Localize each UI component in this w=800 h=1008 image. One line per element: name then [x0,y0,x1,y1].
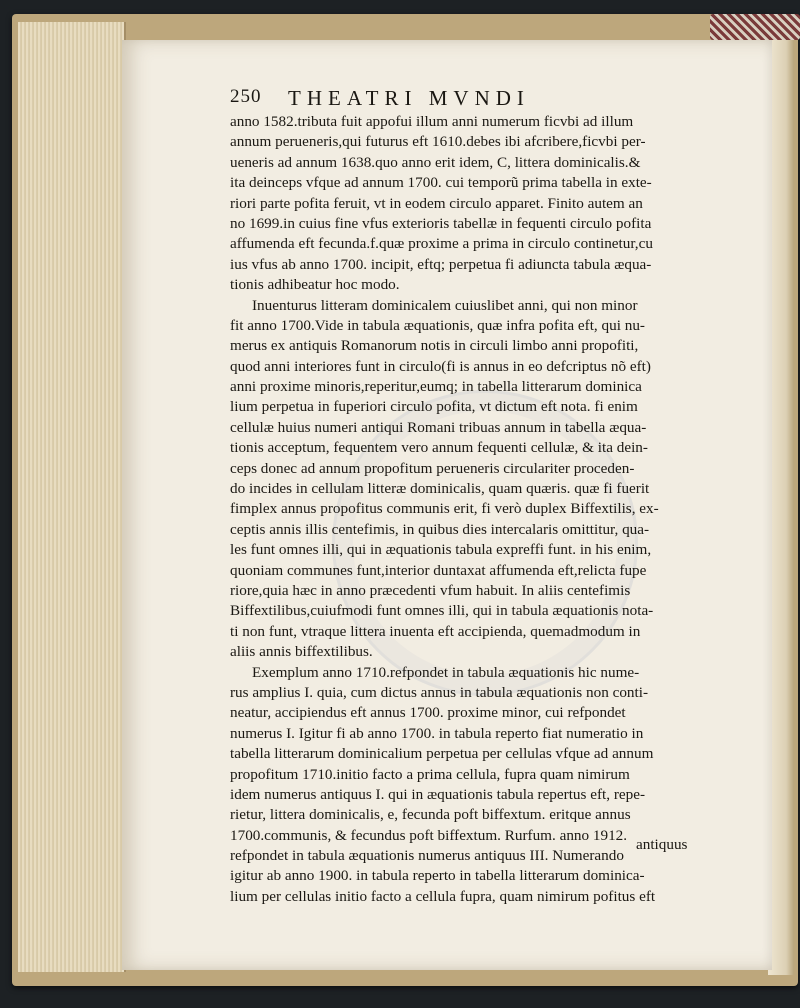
text-line: tabella litterarum dominicalium perpetua per cellulas vfque ad annum [230,745,654,763]
running-header [230,86,710,112]
text-line: fimplex annus propofitus communis erit, fi verò duplex Biffextilis, ex- [230,500,659,518]
text-line: quod anni interiores funt in circulo(fi is annus in eo defcriptus nõ eft) [230,357,651,375]
text-line: propofitum 1710.initio facto a prima cellula, fupra quam nimirum [230,765,630,783]
text-line: ti non funt, vtraque littera inuenta eft accipienda, quemadmodum in [230,622,641,640]
text-line: numerus I. Igitur fi ab anno 1700. in tabula reperto fiat numeratio in [230,724,644,742]
text-line: Inuenturus litteram dominicalem cuiuslibet anni, qui non minor [252,296,638,314]
running-title: THEATRI MVNDI [288,86,530,110]
text-line: les funt omnes illi, qui in æquationis tabula expreffi funt. in his enim, [230,541,652,559]
text-line: refpondet in tabula æquationis numerus antiquus III. Numerando [230,847,624,865]
text-line: 1700.communis, & fecundus poft biffextum. Rurfum. anno 1912. [230,826,628,844]
text-line: riore,quia hæc in anno præcedenti vfum habuit. In aliis centefimis [230,581,631,599]
text-line: anno 1582.tributa fuit appofui illum anni numerum ficvbi ad illum [230,113,634,130]
text-line: affumenda eft fecunda.f.quæ proxime a prima in circulo continetur,cu [230,235,653,253]
text-line: lium perpetua in fuperiori circulo pofita, vt dictum eft nota. fi enim [230,398,638,416]
page-edges [18,22,126,972]
text-line: ueneris ad annum 1638.quo anno erit idem, C, littera dominicalis.& [230,153,641,171]
text-line: igitur ab anno 1900. in tabula reperto in tabella litterarum dominica- [230,867,645,885]
text-line: merus ex antiquis Romanorum notis in circuli limbo anni propofiti, [230,337,639,355]
body-text [230,112,718,907]
text-line: annum perueneris,qui futurus eft 1610.debes ibi afcribere,ficvbi per- [230,133,646,151]
text-line: Biffextilibus,cuiufmodi funt omnes illi, qui in tabula æquationis nota- [230,602,654,620]
text-line: tionis acceptum, fequentem vero annum fequenti cellulæ, & ita dein- [230,439,648,457]
text-line: fit anno 1700.Vide in tabula æquationis, quæ infra pofita eft, qui nu- [230,316,645,334]
text-line: lium per cellulas initio facto a cellula fupra, quam nimirum pofitus eft [230,887,656,905]
text-line: do incides in cellulam litteræ dominicalis, quam quæris. quæ fi fuerit [230,480,650,498]
text-line: ius vfus ab anno 1700. incipit, eftq; perpetua fi adiuncta tabula æqua- [230,255,652,273]
headband [710,14,800,40]
text-line: Exemplum anno 1710.refpondet in tabula æquationis hic nume- [252,663,640,681]
text-line: ita deinceps vfque ad annum 1700. cui temporũ prima tabella in exte- [230,174,652,192]
text-line: rietur, littera dominicalis, e, fecunda poft biffextum. eritque annus [230,806,631,824]
text-line: cellulæ huius numeri antiqui Romani tribuas annum in tabella æqua- [230,418,647,436]
text-line: riori parte pofita feruit, vt in eodem circulo apparet. Finito autem an [230,194,643,212]
text-line: neatur, accipiendus eft annus 1700. proxime minor, cui refpondet [230,704,626,722]
text-line: tionis adhibeatur hoc modo. [230,276,400,294]
text-line: aliis annis biffextilibus. [230,643,373,661]
text-line: anni proxime minoris,reperitur,eumq; in tabella litterarum dominica [230,378,642,396]
text-line: rus amplius I. quia, cum dictus annus in tabula æquationis non conti- [230,683,649,701]
page-number: 250 [230,86,262,107]
text-line: quoniam communes funt,interior duntaxat affumenda eft,relicta fupe [230,561,647,579]
text-line: no 1699.in cuius fine vfus exterioris tabellæ in fequenti circulo pofita [230,214,652,232]
catchword: antiquus [636,836,688,853]
text-line: ceptis annis illis centefimis, in quibus dies intercalaris omittitur, qua- [230,520,650,538]
text-line: ceps donec ad annum propofitum perueneris circulariter proceden- [230,459,635,477]
text-line: idem numerus antiquus I. qui in æquationis tabula repertus eft, repe- [230,785,646,803]
